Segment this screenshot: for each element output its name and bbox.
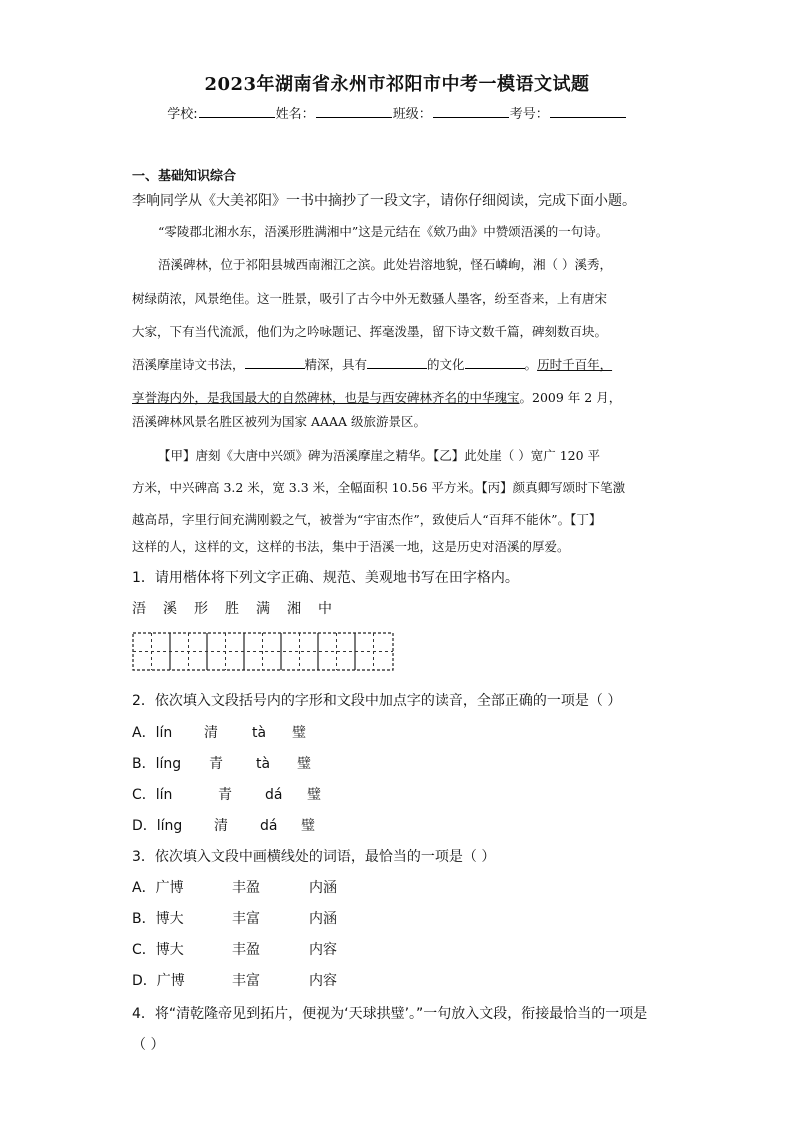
option-part: 清 [204, 725, 218, 741]
question-4-answer-paren: （ ） [132, 1037, 165, 1053]
option-part: 璧 [307, 787, 321, 803]
option-part: B．líng [132, 756, 182, 772]
fill-blank-2 [367, 357, 427, 369]
q2-option-d[interactable] [132, 815, 315, 835]
passage-line [132, 388, 621, 406]
option-part: dá [265, 787, 283, 803]
q2-option-c[interactable] [132, 784, 321, 804]
name-label: 姓名： [275, 107, 315, 122]
school-label: 学校: [167, 107, 198, 122]
underlined-sentence: 享誉海内外，是我国最大的自然碑林，也是与西安碑林齐名的中华瑰宝 [132, 390, 520, 405]
exam-no-label: 考号： [509, 107, 549, 122]
option-part: 璧 [301, 818, 315, 834]
option-part: 青 [218, 787, 232, 803]
option-part: tà [256, 756, 271, 772]
practice-char: 胜 [225, 601, 239, 617]
option-part: tà [252, 725, 267, 741]
tianzige-grid[interactable] [132, 632, 394, 672]
question-3: 3．依次填入文段中画横线处的词语，最恰当的一项是（ ） [132, 849, 496, 865]
section-intro: 李响同学从《大美祁阳》一书中摘抄了一段文字，请你仔细阅读，完成下面小题。 [132, 193, 636, 209]
page-title: 2023年湖南省永州市祁阳市中考一模语文试题 [204, 74, 590, 95]
passage-line: 浯溪碑林，位于祁阳县城西南湘江之滨。此处岩溶地貌，怪石嶙峋，湘（ ）溪秀， [158, 257, 612, 272]
exam-no-blank[interactable] [550, 105, 626, 118]
passage-line: 这样的人，这样的文，这样的书法，集中于浯溪一地，这是历史对浯溪的厚爱。 [132, 539, 570, 554]
option-part: 丰盈 [232, 942, 260, 958]
fill-blank-3 [465, 357, 525, 369]
option-part: 丰盈 [232, 880, 260, 896]
name-blank[interactable] [316, 105, 392, 118]
passage-line: “零陵郡北湘水东，浯溪形胜满湘中”这是元结在《欸乃曲》中赞颂浯溪的一句诗。 [158, 224, 609, 239]
option-part: B．博大 [132, 911, 184, 927]
option-part: 清 [214, 818, 228, 834]
passage-line [132, 355, 612, 373]
option-part: D．广博 [132, 973, 185, 989]
underlined-sentence: 历时千百年， [537, 357, 613, 372]
practice-char: 形 [194, 601, 208, 617]
option-part: 青 [209, 756, 223, 772]
passage-line: 大家，下有当代流派，他们为之吟咏题记、挥毫泼墨，留下诗文数千篇，碑刻数百块。 [132, 324, 608, 339]
option-part: 内容 [309, 973, 337, 989]
q3-option-b[interactable] [132, 908, 337, 928]
option-part: 内容 [309, 942, 337, 958]
passage-line: 方米，中兴碑高 3.2 米，宽 3.3 米，全幅面积 10.56 平方米。【丙】颜真卿写颂时下笔激 [132, 480, 626, 495]
q2-option-b[interactable] [132, 753, 311, 773]
option-part: dá [260, 818, 278, 834]
practice-char: 中 [318, 601, 332, 617]
q3-option-c[interactable] [132, 939, 337, 959]
option-part: 璧 [292, 725, 306, 741]
passage-text: 。 [524, 357, 538, 372]
option-part: A．广博 [132, 880, 184, 896]
passage-text: 浯溪摩崖诗文书法， [132, 357, 245, 372]
passage-line: 【甲】唐刻《大唐中兴颂》碑为浯溪摩崖之精华。【乙】此处崖（ ）宽广 120 平 [158, 448, 601, 463]
option-part: D．líng [132, 818, 183, 834]
passage-line: 树绿荫浓，风景绝佳。这一胜景，吸引了古今中外无数骚人墨客，纷至沓来，上有唐宋 [132, 291, 608, 306]
passage-text: 精深，具有 [304, 357, 368, 372]
practice-char: 溪 [163, 601, 177, 617]
practice-char: 湘 [287, 601, 301, 617]
passage-text: 。2009 年 2 月， [519, 390, 622, 405]
option-part: 内涵 [309, 911, 337, 927]
class-blank[interactable] [433, 105, 509, 118]
q3-option-a[interactable] [132, 877, 337, 897]
option-part: 丰富 [232, 911, 260, 927]
class-label: 班级： [392, 107, 432, 122]
fill-blank-1 [245, 357, 305, 369]
practice-char: 满 [256, 601, 270, 617]
q3-option-d[interactable] [132, 970, 337, 990]
student-info-line [0, 103, 794, 122]
passage-line: 浯溪碑林风景名胜区被列为国家 AAAA 级旅游景区。 [132, 414, 427, 429]
section-heading: 一、基础知识综合 [132, 169, 237, 184]
practice-characters [132, 598, 349, 618]
passage-text: 的文化 [427, 357, 465, 372]
question-1: 1．请用楷体将下列文字正确、规范、美观地书写在田字格内。 [132, 570, 519, 586]
question-2: 2．依次填入文段括号内的字形和文段中加点字的读音，全部正确的一项是（ ） [132, 693, 622, 709]
option-part: 璧 [297, 756, 311, 772]
practice-char: 浯 [132, 601, 146, 617]
option-part: A．lín [132, 725, 173, 741]
question-4: 4．将“清乾隆帝见到拓片，便视为‘天球拱璧’。”一句放入文段，衔接最恰当的一项是 [132, 1006, 648, 1022]
option-part: 丰富 [232, 973, 260, 989]
school-blank[interactable] [199, 105, 275, 118]
option-part: C．博大 [132, 942, 184, 958]
option-part: 内涵 [309, 880, 337, 896]
option-part: C．lín [132, 787, 173, 803]
passage-line: 越高昂，字里行间充满刚毅之气，被誉为“宇宙杰作”，致使后人“百拜不能休”。【丁】 [132, 512, 602, 527]
q2-option-a[interactable] [132, 722, 306, 742]
